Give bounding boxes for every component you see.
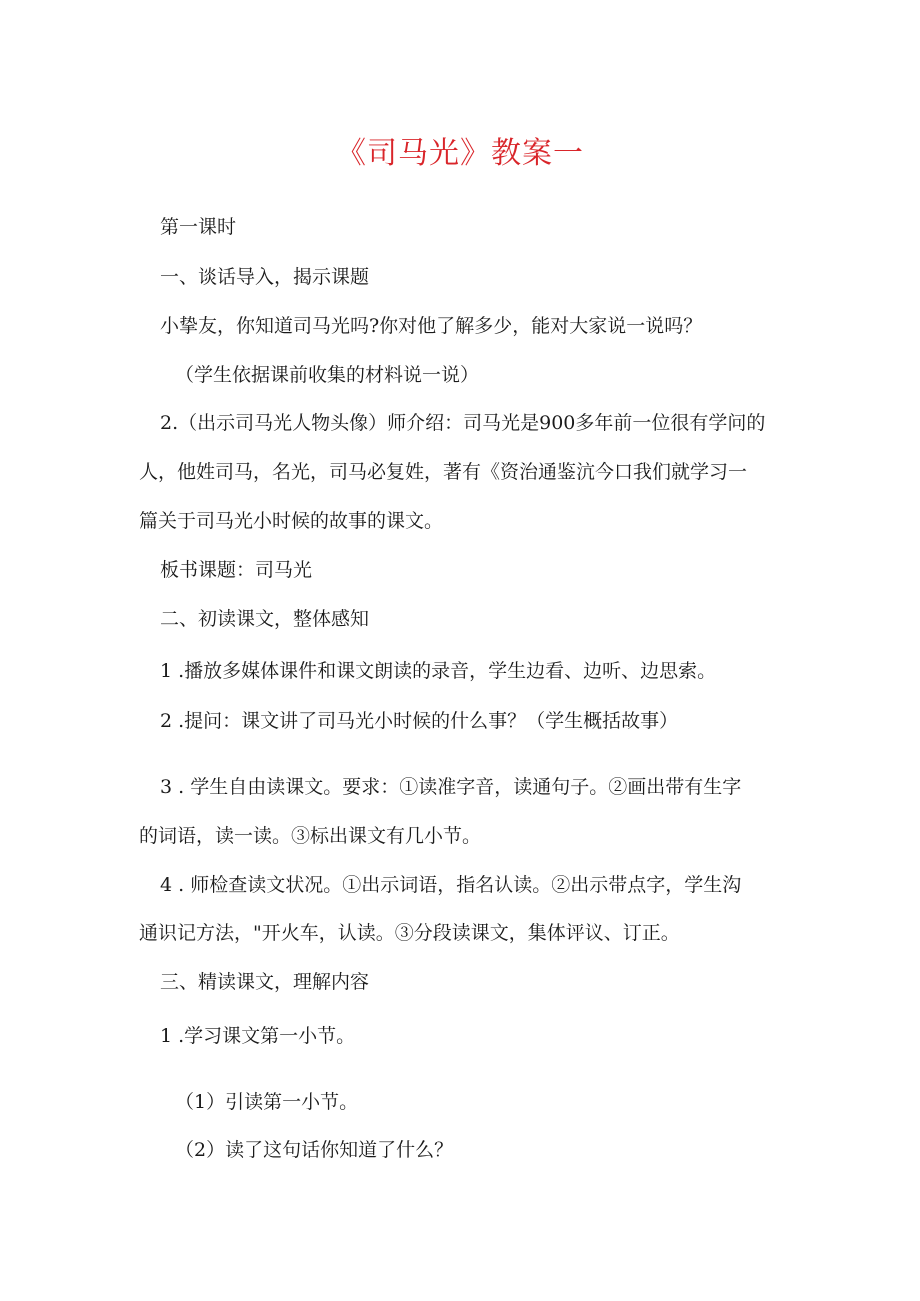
step-4-line-2: 通识记方法，"开火车，认读。③分段读课文，集体评议、订正。 (139, 922, 680, 944)
step-1: 1 .播放多媒体课件和课文朗读的录音，学生边看、边听、边思索。 (160, 660, 717, 682)
study-step-1: 1 .学习课文第一小节。 (160, 1025, 356, 1047)
board-title: 板书课题：司马光 (160, 559, 313, 581)
teacher-intro-line-3: 篇关于司马光小时候的故事的课文。 (139, 510, 444, 532)
sub-step-1: （1）引读第一小节。 (175, 1091, 359, 1113)
student-activity-note: （学生依据课前收集的材料说一说） (175, 364, 480, 386)
teacher-intro-line-1: 2.（出示司马光人物头像）师介绍：司马光是900多年前一位很有学问的 (160, 412, 766, 434)
section-heading-3: 三、精读课文，理解内容 (160, 971, 370, 993)
sub-step-2: （2）读了这句话你知道了什么？ (175, 1139, 454, 1161)
step-2: 2 .提问：课文讲了司马光小时候的什么事？（学生概括故事） (160, 710, 679, 732)
lesson-period: 第一课时 (160, 216, 237, 238)
teacher-intro-line-2: 人，他姓司马，名光，司马必复姓，著有《资治通鉴沆今口我们就学习一 (139, 461, 748, 483)
intro-question: 小挚友，你知道司马光吗?你对他了解多少，能对大家说一说吗？ (160, 315, 703, 337)
section-heading-1: 一、谈话导入，揭示课题 (160, 266, 370, 288)
step-4-line-1: 4 . 师检查读文状况。①出示词语，指名认读。②出示带点字，学生沟 (160, 874, 742, 896)
document-title: 《司马光》教案一 (336, 136, 584, 171)
step-3-line-2: 的词语，读一读。③标出课文有几小节。 (139, 825, 482, 847)
section-heading-2: 二、初读课文，整体感知 (160, 608, 370, 630)
step-3-line-1: 3 . 学生自由读课文。要求：①读准字音，读通句子。②画出带有生字 (160, 776, 742, 798)
